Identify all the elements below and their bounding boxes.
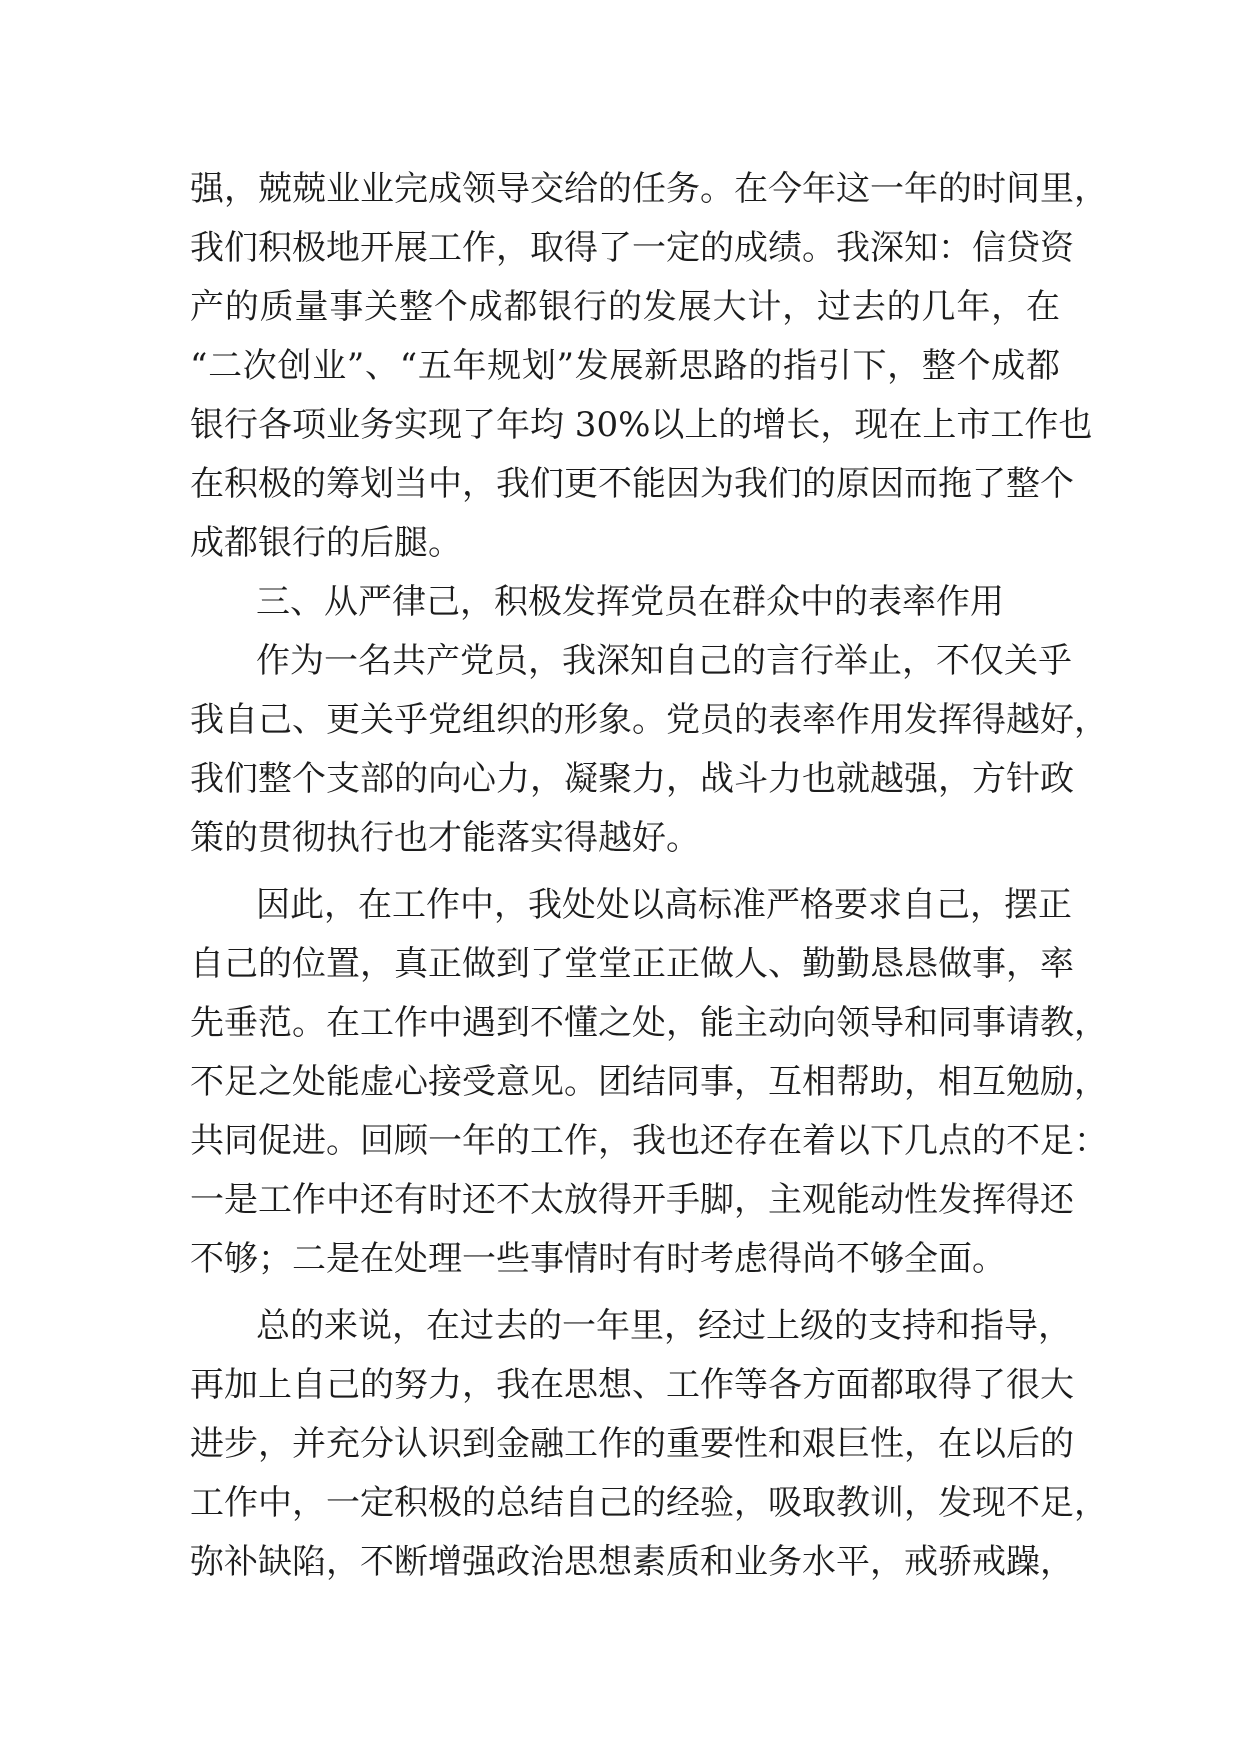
text-line: 先垂范。在工作中遇到不懂之处，能主动向领导和同事请教，: [190, 1003, 1108, 1043]
text-line: 共同促进。回顾一年的工作，我也还存在着以下几点的不足：: [190, 1121, 1108, 1161]
section-heading: 三、从严律己，积极发挥党员在群众中的表率作用: [256, 582, 1004, 622]
text-line: 一是工作中还有时还不太放得开手脚，主观能动性发挥得还: [190, 1180, 1074, 1220]
text-line: 强，兢兢业业完成领导交给的任务。在今年这一年的时间里，: [190, 169, 1108, 209]
text-line: 在积极的筹划当中，我们更不能因为我们的原因而拖了整个: [190, 464, 1074, 504]
text-line: 产的质量事关整个成都银行的发展大计，过去的几年，在: [190, 287, 1060, 327]
text-line: 不够；二是在处理一些事情时有时考虑得尚不够全面。: [190, 1239, 1006, 1279]
text-line: 弥补缺陷，不断增强政治思想素质和业务水平，戒骄戒躁，: [190, 1542, 1074, 1582]
text-line: 作为一名共产党员，我深知自己的言行举止，不仅关乎: [256, 641, 1072, 681]
text-line: 因此，在工作中，我处处以高标准严格要求自己，摆正: [256, 885, 1072, 925]
text-line: 不足之处能虚心接受意见。团结同事，互相帮助，相互勉励，: [190, 1062, 1108, 1102]
text-line: “二次创业”、“五年规划”发展新思路的指引下，整个成都: [190, 346, 1060, 386]
text-line: 自己的位置，真正做到了堂堂正正做人、勤勤恳恳做事，率: [190, 944, 1074, 984]
text-line: 成都银行的后腿。: [190, 523, 462, 563]
text-line: 我们整个支部的向心力，凝聚力，战斗力也就越强，方针政: [190, 759, 1074, 799]
text-line: 我自己、更关乎党组织的形象。党员的表率作用发挥得越好，: [190, 700, 1108, 740]
document-body: [190, 160, 1108, 1592]
text-line: 工作中，一定积极的总结自己的经验，吸取教训，发现不足，: [190, 1483, 1108, 1523]
text-line: 进步，并充分认识到金融工作的重要性和艰巨性，在以后的: [190, 1424, 1074, 1464]
text-line: 我们积极地开展工作，取得了一定的成绩。我深知：信贷资: [190, 228, 1074, 268]
text-line: 策的贯彻执行也才能落实得越好。: [190, 818, 700, 858]
text-line: 再加上自己的努力，我在思想、工作等各方面都取得了很大: [190, 1365, 1074, 1405]
text-line: 总的来说，在过去的一年里，经过上级的支持和指导，: [256, 1306, 1072, 1346]
text-line: 银行各项业务实现了年均 30%以上的增长，现在上市工作也: [190, 405, 1093, 445]
